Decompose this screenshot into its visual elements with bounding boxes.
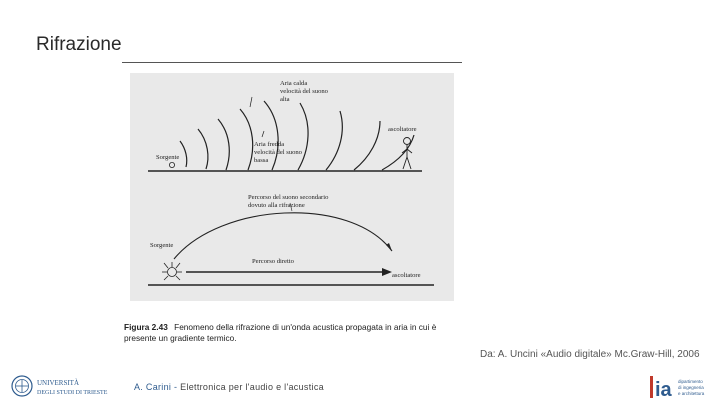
university-line2: DEGLI STUDI DI TRIESTE — [37, 390, 108, 396]
department-logo-letters: ia — [655, 379, 672, 401]
top-source-marker — [169, 162, 174, 167]
figure-caption — [124, 322, 469, 343]
department-logo — [648, 372, 718, 402]
footer-author: A. Carini - — [134, 382, 181, 392]
label-top-source: Sorgente — [156, 154, 180, 161]
label-secondary-1: Percorso del suono secondario — [248, 194, 329, 201]
dept-line1: dipartimento — [678, 379, 703, 384]
dept-line2: di ingegneria — [678, 385, 704, 390]
university-line1: UNIVERSITÀ — [37, 379, 79, 387]
label-direct-path: Percorso diretto — [252, 258, 294, 265]
label-cold-air-1: Aria fredda — [254, 141, 285, 148]
bottom-source-marker — [162, 262, 182, 280]
secondary-path-curve — [174, 213, 392, 259]
wavefront-arcs — [180, 101, 414, 170]
label-hot-air-2: velocità del suono — [280, 88, 328, 95]
label-bottom-listener: ascoltatore — [392, 272, 421, 279]
refraction-diagram — [130, 73, 454, 301]
figure-top-rule — [122, 62, 462, 63]
caption-text: Fenomeno della rifrazione di un'onda acustica propagata in aria in cui è presente un gradiente termico. — [124, 322, 437, 343]
caption-number: Figura 2.43 — [124, 322, 168, 332]
label-bottom-source: Sorgente — [150, 242, 174, 249]
label-top-listener: ascoltatore — [388, 126, 417, 133]
footer-course: Elettronica per l'audio e l'acustica — [180, 382, 324, 392]
department-logo-bar-icon — [650, 376, 653, 398]
footer-credit — [134, 382, 324, 392]
slide-title: Rifrazione — [36, 34, 122, 55]
source-note: Da: A. Uncini «Audio digitale» Mc.Graw-Hill, 2006 — [480, 349, 700, 360]
dept-line3: e architettura — [678, 391, 705, 396]
university-logo — [10, 374, 130, 400]
label-secondary-2: dovuto alla rifrazione — [248, 202, 305, 209]
refraction-figure — [130, 73, 454, 301]
label-cold-air-2: velocità del suono — [254, 149, 302, 156]
label-cold-air-3: bassa — [254, 157, 269, 164]
label-hot-air-1: Aria calda — [280, 80, 308, 87]
label-hot-air-3: alta — [280, 96, 290, 103]
